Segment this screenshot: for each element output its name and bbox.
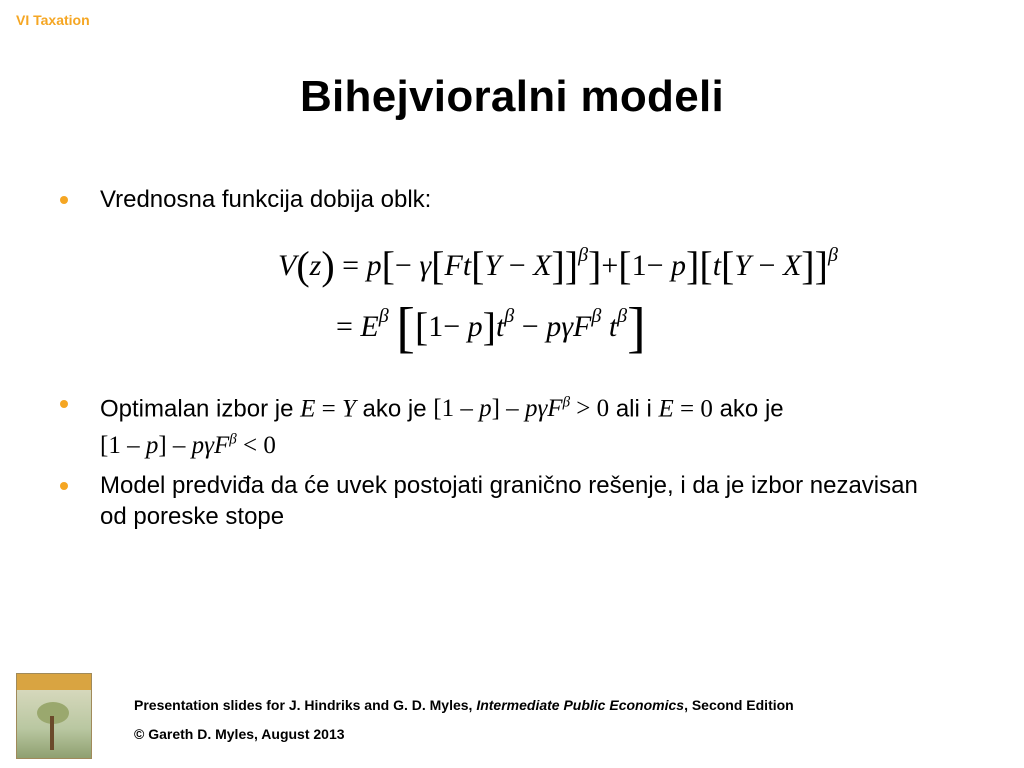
bullet-item [60, 388, 920, 461]
bullet-dot [60, 482, 68, 490]
section-tag: VI Taxation [16, 12, 90, 28]
bullet-text-part: ali i [609, 395, 659, 423]
book-cover-image [16, 673, 92, 759]
math-inline: [1 – p] – pγF$^\beta$ < 0 [100, 431, 276, 459]
footer-copyright: © Gareth D. Myles, August 2013 [134, 726, 345, 742]
bullet-dot [60, 400, 68, 408]
footer-citation [134, 697, 794, 713]
footer-text: , Second Edition [684, 697, 794, 713]
bullet-dot [60, 196, 68, 204]
equation-line-1: $V(z) = p[- \gamma[Ft[Y - X]]^\beta]+[1- p][t[Y - X]]^\beta$ [278, 243, 838, 288]
tree-trunk [50, 716, 54, 750]
slide-title: Bihejvioralni modeli [299, 72, 725, 121]
bullet-text [100, 388, 920, 461]
book-cover-band [17, 674, 91, 690]
bullet-text: Model predviđa da će uvek postojati granično rešenje, i da je izbor nezavisan od poreske stope [100, 472, 918, 530]
bullet-item [60, 184, 920, 215]
math-inline: E = 0 [658, 395, 713, 423]
bullet-text: Vrednosna funkcija dobija oblk: [100, 186, 432, 213]
bullet-text-part: ako je [712, 395, 784, 423]
footer-book-title: Intermediate Public Economics [476, 697, 685, 713]
bullet-text-part: ako je [355, 395, 434, 423]
bullet-text-part: Optimalan izbor je [100, 395, 301, 423]
equation-line-2: = $E^\beta$ [$[1- p]t^\beta - p\gamma F^\beta$ $t^\beta$] [336, 297, 646, 359]
bullet-item [60, 470, 920, 532]
footer-text: Presentation slides for J. Hindriks and G. D. Myles, [134, 697, 477, 713]
math-inline: E = Y [300, 395, 356, 423]
math-inline: [1 – p] – pγF$^\beta$ > 0 [433, 395, 610, 423]
